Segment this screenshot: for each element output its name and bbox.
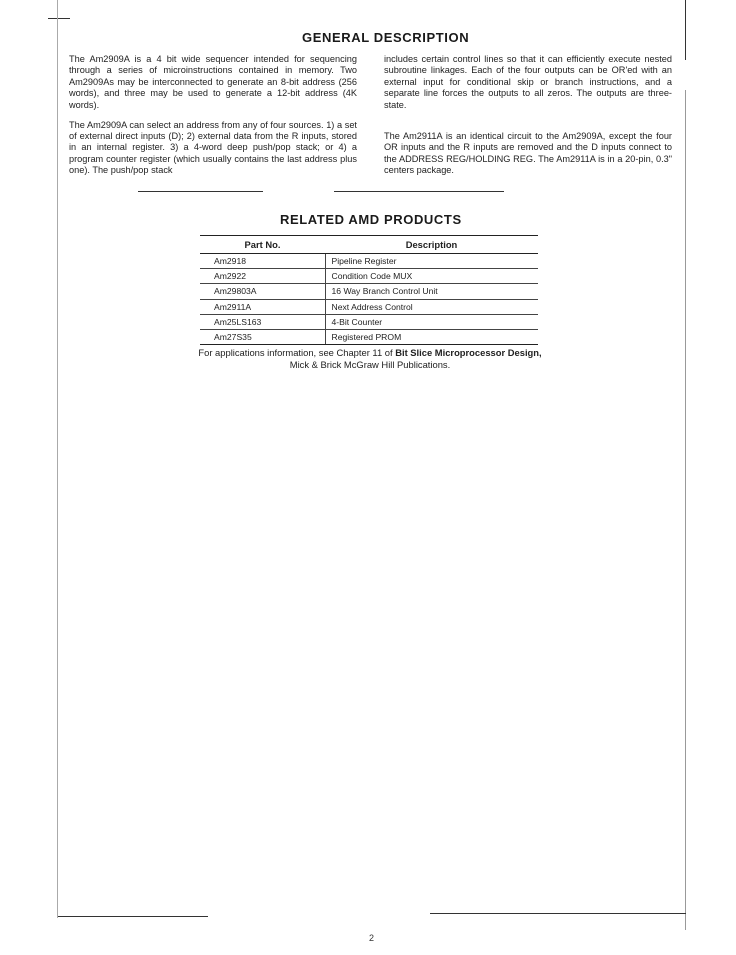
part-number-cell: Am2918: [200, 254, 325, 269]
page-number: 2: [369, 933, 375, 943]
footnote-line-2: Mick & Brick McGraw Hill Publications.: [289, 359, 451, 370]
scan-border-right: [685, 0, 686, 60]
description-header: Description: [325, 236, 538, 254]
table-header-row: [200, 236, 538, 254]
applications-footnote: [160, 347, 580, 371]
related-products-table: [200, 235, 538, 345]
scan-border-right-lower: [685, 90, 686, 930]
part-number-cell: Am25LS163: [200, 314, 325, 329]
part-number-cell: Am2922: [200, 269, 325, 284]
table-row: [200, 254, 538, 269]
scan-border-left: [57, 0, 58, 918]
table-row: [200, 329, 538, 344]
description-cell: 4-Bit Counter: [325, 314, 538, 329]
section-rule-top-right: [334, 191, 504, 192]
description-cell: Registered PROM: [325, 329, 538, 344]
description-paragraph: The Am2909A is a 4 bit wide sequencer intended for sequencing through a series of microinstructions contained in memory. Two Am2909As may be interconnected to generate an 8-bit address (256 words), and three may be used to generate a 12-bit address (4K words).: [69, 54, 357, 110]
table-row: [200, 299, 538, 314]
footnote-book-title: Bit Slice Microprocessor Design,: [395, 347, 542, 358]
scan-mark-top-left: [48, 18, 70, 19]
description-left-column: [69, 54, 357, 185]
part-number-cell: Am29803A: [200, 284, 325, 299]
footnote-line-1: [160, 347, 580, 359]
general-description-title: GENERAL DESCRIPTION: [302, 30, 470, 45]
table-row: [200, 314, 538, 329]
section-rule-bottom-right: [430, 913, 686, 914]
related-products-title: RELATED AMD PRODUCTS: [280, 212, 462, 227]
part-number-header: Part No.: [200, 236, 325, 254]
description-cell: Pipeline Register: [325, 254, 538, 269]
description-paragraph: includes certain control lines so that it can efficiently execute nested subroutine linkages. Each of the four outputs can be OR'ed with an external input for conditional skip or branch instructions, and a separate line forces the outputs to all zeros. The outputs are three-state.: [384, 54, 672, 110]
description-paragraph: The Am2909A can select an address from any of four sources. 1) a set of external direct inputs (D); 2) external data from the R inputs, stored in an internal register. 3) a 4-word deep push/pop stack; or 4) a program counter register (which usually contains the last address plus one). The push/pop stack: [69, 119, 357, 176]
part-number-cell: Am2911A: [200, 299, 325, 314]
table-row: [200, 269, 538, 284]
footnote-prefix: For applications information, see Chapter 11 of: [198, 347, 393, 358]
description-cell: Condition Code MUX: [325, 269, 538, 284]
description-paragraph: The Am2911A is an identical circuit to the Am2909A, except the four OR inputs and the R inputs are removed and the D inputs connect to the ADDRESS REG/HOLDING REG. The Am2911A is in a 20-pin, 0.3" centers package.: [384, 131, 672, 176]
section-rule-bottom: [58, 916, 208, 917]
description-cell: Next Address Control: [325, 299, 538, 314]
description-right-column: [384, 54, 672, 185]
table-row: [200, 284, 538, 299]
section-rule-top: [138, 191, 263, 192]
description-cell: 16 Way Branch Control Unit: [325, 284, 538, 299]
part-number-cell: Am27S35: [200, 329, 325, 344]
